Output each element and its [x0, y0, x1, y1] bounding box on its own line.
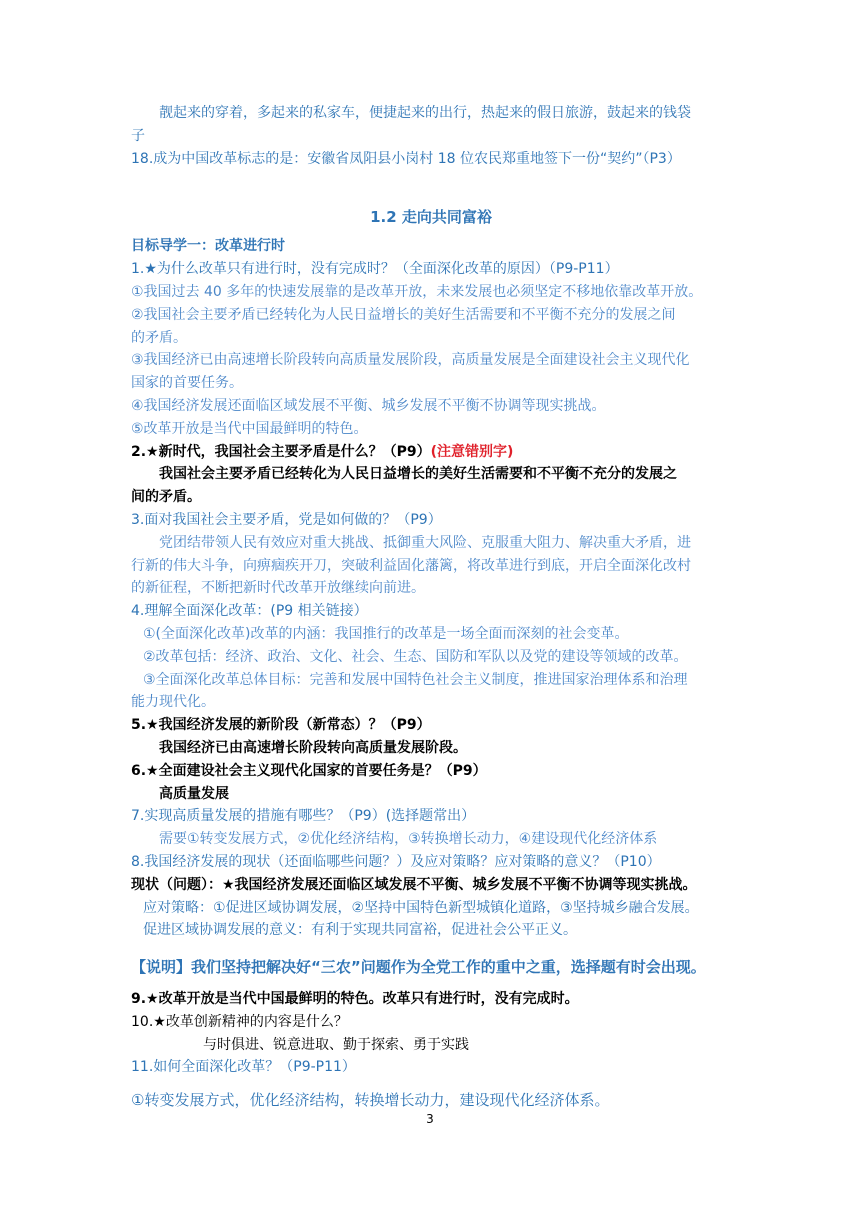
question-9: 9.★改革开放是当代中国最鲜明的特色。改革只有进行时，没有完成时。 — [131, 991, 579, 1008]
question-10: 10.★改革创新精神的内容是什么？ — [131, 1013, 348, 1030]
answer-line: ⑤改革开放是当代中国最鲜明的特色。 — [131, 420, 368, 437]
item-18: 18.成为中国改革标志的是：安徽省凤阳县小岗村 18 位农民郑重地签下一份“契约”（P3） — [131, 150, 681, 167]
answer-line: ①转变发展方式，优化经济结构，转换增长动力，建设现代化经济体系。 — [131, 1091, 610, 1110]
answer-line: ③全面深化改革总体目标：完善和发展中国特色社会主义制度，推进国家治理体系和治理 — [143, 671, 688, 688]
answer-line: 我国社会主要矛盾已经转化为人民日益增长的美好生活需要和不平衡不充分的发展之 — [159, 466, 677, 483]
answer-line: 应对策略：①促进区域协调发展，②坚持中国特色新型城镇化道路，③坚持城乡融合发展。 — [143, 899, 699, 916]
question-8: 8.我国经济发展的现状（还面临哪些问题？）及应对策略？应对策略的意义？（P10） — [131, 853, 661, 870]
answer-line: ④我国经济发展还面临区域发展不平衡、城乡发展不平衡不协调等现实挑战。 — [131, 397, 606, 414]
answer-line: 的矛盾。 — [131, 329, 187, 346]
text-line: 靓起来的穿着，多起来的私家车，便捷起来的出行，热起来的假日旅游，鼓起来的钱袋 — [159, 105, 691, 121]
answer-line: 行新的伟大斗争，向痹痼疾开刀，突破利益固化藩篱，将改革进行到底，开启全面深化改村 — [131, 557, 691, 574]
page-number: 3 — [426, 1112, 434, 1126]
answer-line: 高质量发展 — [159, 785, 229, 802]
question-2 — [131, 441, 731, 464]
question-11: 11.如何全面深化改革？（P9-P11） — [131, 1059, 356, 1076]
answer-line: ②我国社会主要矛盾已经转化为人民日益增长的美好生活需要和不平衡不充分的发展之间 — [131, 306, 676, 323]
text-line: 子 — [131, 127, 145, 144]
question-4: 4.理解全面深化改革：(P9 相关链接） — [131, 603, 368, 620]
question-3: 3.面对我国社会主要矛盾，党是如何做的？（P9） — [131, 511, 442, 528]
answer-line: 需要①转变发展方式，②优化经济结构，③转换增长动力，④建设现代化经济体系 — [159, 831, 658, 848]
question-1: 1.★为什么改革只有进行时，没有完成时？（全面深化改革的原因）（P9-P11） — [131, 261, 619, 278]
answer-line: 的新征程，不断把新时代改革开放继续向前进。 — [131, 580, 425, 597]
answer-line: ③我国经济已由高速增长阶段转向高质量发展阶段，高质量发展是全面建设社会主义现代化 — [131, 352, 690, 369]
question-2-text: 2.★新时代，我国社会主要矛盾是什么？（P9） — [131, 443, 431, 460]
question-5: 5.★我国经济发展的新阶段（新常态）？（P9） — [131, 717, 431, 734]
answer-line: 间的矛盾。 — [131, 489, 201, 506]
document-body — [131, 102, 731, 1115]
section-title: 1.2 走向共同富裕 — [370, 208, 492, 227]
answer-line: 促进区域协调发展的意义：有利于实现共同富裕，促进社会公平正义。 — [143, 922, 577, 939]
question-7: 7.实现高质量发展的措施有哪些？（P9）(选择题常出） — [131, 808, 476, 825]
question-2-note: (注意错别字) — [430, 443, 514, 460]
answer-line: ②改革包括：经济、政治、文化、社会、生态、国防和军队以及党的建设等领域的改革。 — [143, 648, 688, 665]
note-line: 【说明】我们坚持把解决好“三农”问题作为全党工作的重中之重，选择题有时会出现。 — [131, 958, 706, 977]
answer-line: 党团结带领人民有效应对重大挑战、抵御重大风险、克服重大阻力、解决重大矛盾，进 — [159, 534, 691, 551]
goal-heading: 目标导学一：改革进行时 — [131, 238, 285, 255]
answer-line: ①(全面深化改革)改革的内涵：我国推行的改革是一场全面而深刻的社会变革。 — [143, 625, 629, 642]
answer-line: 现状（问题）：★我国经济发展还面临区域发展不平衡、城乡发展不平衡不协调等现实挑战。 — [131, 876, 697, 893]
answer-line: ①我国过去 40 多年的快速发展靠的是改革开放，未来发展也必须坚定不移地依靠改革开放。 — [131, 283, 703, 300]
answer-line: 与时俱进、锐意进取、勤于探索、勇于实践 — [203, 1036, 469, 1053]
question-6: 6.★全面建设社会主义现代化国家的首要任务是？（P9） — [131, 762, 487, 779]
answer-line: 能力现代化。 — [131, 694, 215, 711]
answer-line: 国家的首要任务。 — [131, 375, 243, 392]
answer-line: 我国经济已由高速增长阶段转向高质量发展阶段。 — [159, 739, 467, 756]
